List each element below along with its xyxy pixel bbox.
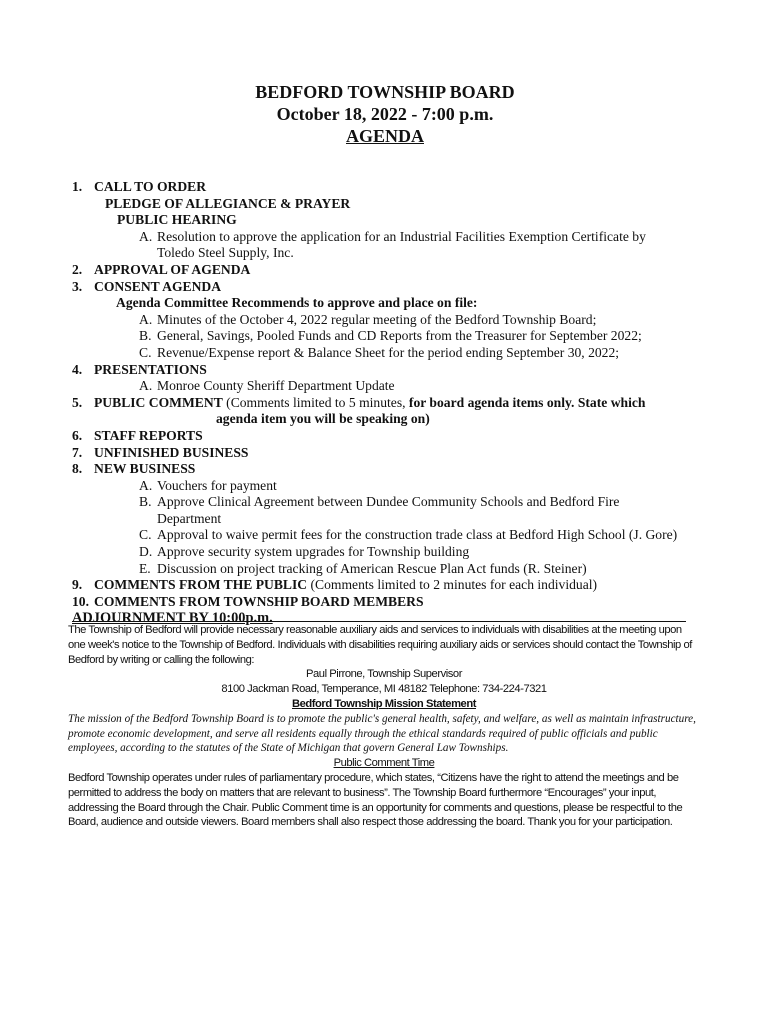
item-number: 6. bbox=[72, 427, 83, 443]
item-note-bold: for board agenda items only. State which bbox=[408, 394, 646, 410]
item-number: 3. bbox=[72, 278, 83, 294]
sub-item-letter: D. bbox=[139, 544, 153, 560]
sub-item bbox=[72, 312, 702, 329]
item-label-text: PUBLIC COMMENT bbox=[94, 394, 223, 410]
sub-item bbox=[72, 494, 702, 511]
item-note: (Comments limited to 5 minutes, bbox=[222, 394, 409, 410]
sub-item-continuation: Department bbox=[157, 510, 222, 526]
sub-item bbox=[72, 328, 702, 345]
agenda-item-1 bbox=[72, 179, 702, 196]
item-number: 1. bbox=[72, 179, 83, 194]
item-label: COMMENTS FROM TOWNSHIP BOARD MEMBERS bbox=[94, 593, 424, 609]
pledge-line: PLEDGE OF ALLEGIANCE & PRAYER bbox=[105, 195, 351, 211]
sub-item-text: Approve security system upgrades for Township building bbox=[157, 544, 470, 560]
mission-statement: The mission of the Bedford Township Board is to promote the public's general health, safety, and welfare, as well as maintain infrastructure, promote economic development, and serve all residents equally through the ethical standards required of public officials and public employees, according to the statutes of the State of Michigan that govern General Law Townships. bbox=[68, 712, 696, 755]
sub-item-letter: E. bbox=[139, 560, 151, 576]
item-label: CONSENT AGENDA bbox=[94, 278, 222, 294]
sub-item bbox=[72, 527, 702, 544]
public-comment-text: Bedford Township operates under rules of parliamentary procedure, which states, “Citizens have the right to attend the meetings and be permitted to address the body on matters that are relevant to business”. The Township Board furthermore “Encourages” your input, addressing the Board through the Chair. Public Comment time is an opportunity for comments and questions, please be respectful to the Board, audience and outside viewers. Board members shall also respect those addressing the board. Thank you for your participation. bbox=[68, 771, 683, 829]
agenda-item-4 bbox=[72, 362, 702, 379]
public-comment-heading: Public Comment Time bbox=[333, 757, 435, 770]
agenda-item-2 bbox=[72, 262, 702, 279]
sub-item-letter: C. bbox=[139, 344, 152, 360]
document-header bbox=[0, 81, 770, 147]
sub-item bbox=[72, 478, 702, 495]
item-label: CALL TO ORDER bbox=[94, 179, 207, 194]
committee-line: Agenda Committee Recommends to approve and place on file: bbox=[116, 295, 478, 311]
sub-item-letter: A. bbox=[139, 378, 153, 394]
item-label bbox=[72, 577, 702, 594]
sub-item-text: General, Savings, Pooled Funds and CD Reports from the Treasurer for September 2022; bbox=[157, 328, 642, 344]
sub-item-letter: C. bbox=[139, 527, 152, 543]
board-name: BEDFORD TOWNSHIP BOARD bbox=[255, 82, 515, 102]
item-number: 4. bbox=[72, 361, 83, 377]
public-hearing-line: PUBLIC HEARING bbox=[117, 212, 237, 228]
item-label: PRESENTATIONS bbox=[94, 361, 207, 377]
sub-item-text: Approval to waive permit fees for the construction trade class at Bedford High School (J. Gore) bbox=[157, 527, 678, 543]
agenda-list bbox=[72, 179, 702, 627]
divider bbox=[72, 621, 686, 622]
sub-item bbox=[72, 345, 702, 362]
item-number: 9. bbox=[72, 577, 83, 593]
item-label bbox=[72, 395, 702, 412]
item-number: 7. bbox=[72, 444, 83, 460]
item-note-continuation: agenda item you will be speaking on) bbox=[216, 411, 430, 427]
sub-item-letter: B. bbox=[139, 494, 152, 510]
sub-item-text: Vouchers for payment bbox=[157, 477, 277, 493]
sub-item bbox=[72, 561, 702, 578]
sub-item-text: Minutes of the October 4, 2022 regular meeting of the Bedford Township Board; bbox=[157, 311, 597, 327]
item-number: 5. bbox=[72, 394, 83, 410]
sub-item-text: Discussion on project tracking of American Rescue Plan Act funds (R. Steiner) bbox=[157, 560, 587, 576]
agenda-item-8 bbox=[72, 461, 702, 478]
item-label: NEW BUSINESS bbox=[94, 461, 196, 477]
sub-item-letter: A. bbox=[139, 228, 153, 244]
item-label-text: COMMENTS FROM THE PUBLIC bbox=[94, 577, 308, 593]
agenda-item-9 bbox=[72, 577, 702, 594]
adjournment-line: ADJOURNMENT BY 10:00p.m. bbox=[72, 610, 273, 627]
sub-item-letter: A. bbox=[139, 477, 153, 493]
item-note: (Comments limited to 2 minutes for each individual) bbox=[307, 577, 598, 593]
sub-item-text: Revenue/Expense report & Balance Sheet for the period ending September 30, 2022; bbox=[157, 344, 620, 360]
sub-item-text: Resolution to approve the application for an Industrial Facilities Exemption Certificate by bbox=[157, 228, 646, 244]
sub-item bbox=[72, 229, 702, 246]
sub-item-text: Monroe County Sheriff Department Update bbox=[157, 378, 395, 394]
sub-item-letter: B. bbox=[139, 328, 152, 344]
item-label: STAFF REPORTS bbox=[94, 427, 203, 443]
sub-item-letter: A. bbox=[139, 311, 153, 327]
meeting-date: October 18, 2022 - 7:00 p.m. bbox=[276, 104, 494, 124]
sub-item-text: Approve Clinical Agreement between Dundee Community Schools and Bedford Fire bbox=[157, 494, 620, 510]
notice-section bbox=[68, 623, 700, 830]
item-label: UNFINISHED BUSINESS bbox=[94, 444, 249, 460]
sub-item bbox=[72, 544, 702, 561]
agenda-title: AGENDA bbox=[345, 126, 424, 146]
item-number: 8. bbox=[72, 461, 83, 477]
agenda-item-5 bbox=[72, 395, 702, 412]
item-number: 2. bbox=[72, 261, 83, 277]
mission-heading: Bedford Township Mission Statement bbox=[291, 697, 476, 710]
item-label: APPROVAL OF AGENDA bbox=[94, 261, 251, 277]
ada-notice: The Township of Bedford will provide necessary reasonable auxiliary aids and services to individuals with disabilities at the meeting upon one week's notice to the Township of Bedford. Individuals with disabilities requiring auxiliary aids or services should contact the Township of Bedford by writing or calling the following: bbox=[68, 624, 692, 666]
contact-name: Paul Pirrone, Township Supervisor bbox=[306, 668, 462, 681]
agenda-item-10 bbox=[72, 594, 702, 611]
agenda-item-7 bbox=[72, 445, 702, 462]
agenda-item-3 bbox=[72, 279, 702, 296]
agenda-item-6 bbox=[72, 428, 702, 445]
sub-item bbox=[72, 378, 702, 395]
sub-item-continuation: Toledo Steel Supply, Inc. bbox=[157, 245, 294, 261]
item-number: 10. bbox=[72, 593, 89, 609]
contact-address: 8100 Jackman Road, Temperance, MI 48182 Telephone: 734-224-7321 bbox=[221, 683, 547, 696]
